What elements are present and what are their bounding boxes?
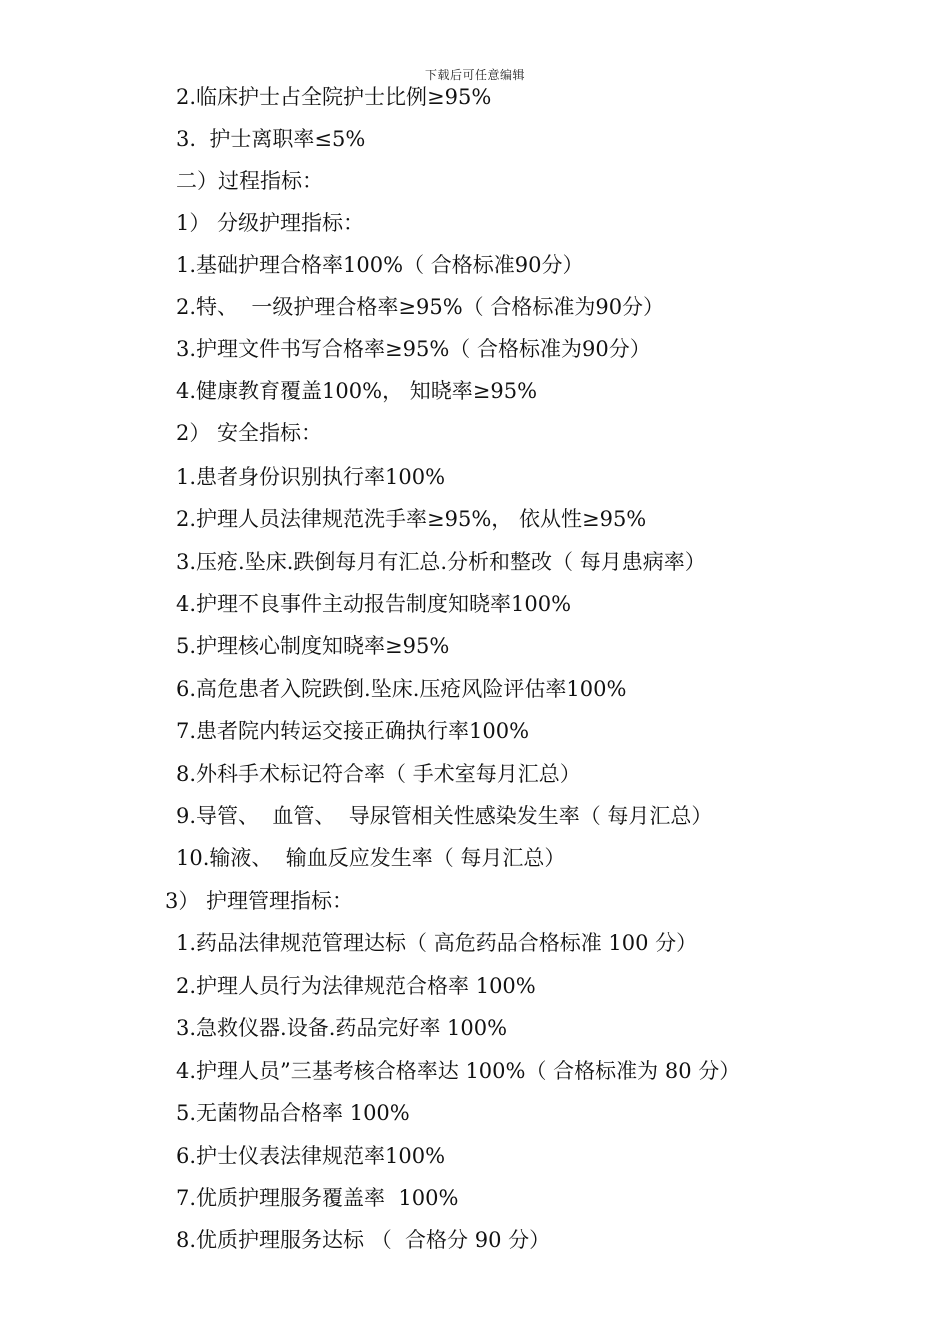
list-item: 7.优质护理服务覆盖率 100% xyxy=(176,1186,459,1210)
item-nurse-turnover-rate: 3. 护士离职率≤5% xyxy=(176,127,366,151)
list-item: 4.护理人员”三基考核合格率达 100%（ 合格标准为 80 分） xyxy=(176,1059,741,1083)
list-item: 9.导管、 血管、 导尿管相关性感染发生率（ 每月汇总） xyxy=(176,804,713,828)
list-item: 2.护理人员法律规范洗手率≥95%， 依从性≥95% xyxy=(176,507,647,531)
list-item: 8.优质护理服务达标 （ 合格分 90 分） xyxy=(176,1228,551,1252)
list-item: 1.基础护理合格率100%（ 合格标准90分） xyxy=(176,253,584,277)
subsection-heading-safety: 2） 安全指标： xyxy=(176,421,323,445)
subsection-heading-graded-care: 1） 分级护理指标： xyxy=(176,211,365,235)
list-item: 1.药品法律规范管理达标（ 高危药品合格标准 100 分） xyxy=(176,931,698,955)
list-item: 1.患者身份识别执行率100% xyxy=(176,465,446,489)
list-item: 10.输液、 输血反应发生率（ 每月汇总） xyxy=(176,846,566,870)
list-item: 7.患者院内转运交接正确执行率100% xyxy=(176,719,530,743)
list-item: 5.护理核心制度知晓率≥95% xyxy=(176,634,450,658)
list-item: 8.外科手术标记符合率（ 手术室每月汇总） xyxy=(176,762,581,786)
list-item: 2.护理人员行为法律规范合格率 100% xyxy=(176,974,536,998)
list-item: 3.护理文件书写合格率≥95%（ 合格标准为90分） xyxy=(176,337,651,361)
list-item: 5.无菌物品合格率 100% xyxy=(176,1101,410,1125)
page-header-note: 下载后可任意编辑 xyxy=(424,68,525,82)
list-item: 3.急救仪器.设备.药品完好率 100% xyxy=(176,1016,508,1040)
subsection-heading-management: 3） 护理管理指标： xyxy=(165,889,354,913)
list-item: 6.高危患者入院跌倒.坠床.压疮风险评估率100% xyxy=(176,677,627,701)
list-item: 4.护理不良事件主动报告制度知晓率100% xyxy=(176,592,572,616)
section-heading-process: 二）过程指标： xyxy=(176,169,323,193)
list-item: 6.护士仪表法律规范率100% xyxy=(176,1144,446,1168)
item-clinical-nurse-ratio: 2.临床护士占全院护士比例≥95% xyxy=(176,85,492,109)
list-item: 4.健康教育覆盖100%， 知晓率≥95% xyxy=(176,379,538,403)
list-item: 3.压疮.坠床.跌倒每月有汇总.分析和整改（ 每月患病率） xyxy=(176,550,706,574)
list-item: 2.特、 一级护理合格率≥95%（ 合格标准为90分） xyxy=(176,295,665,319)
